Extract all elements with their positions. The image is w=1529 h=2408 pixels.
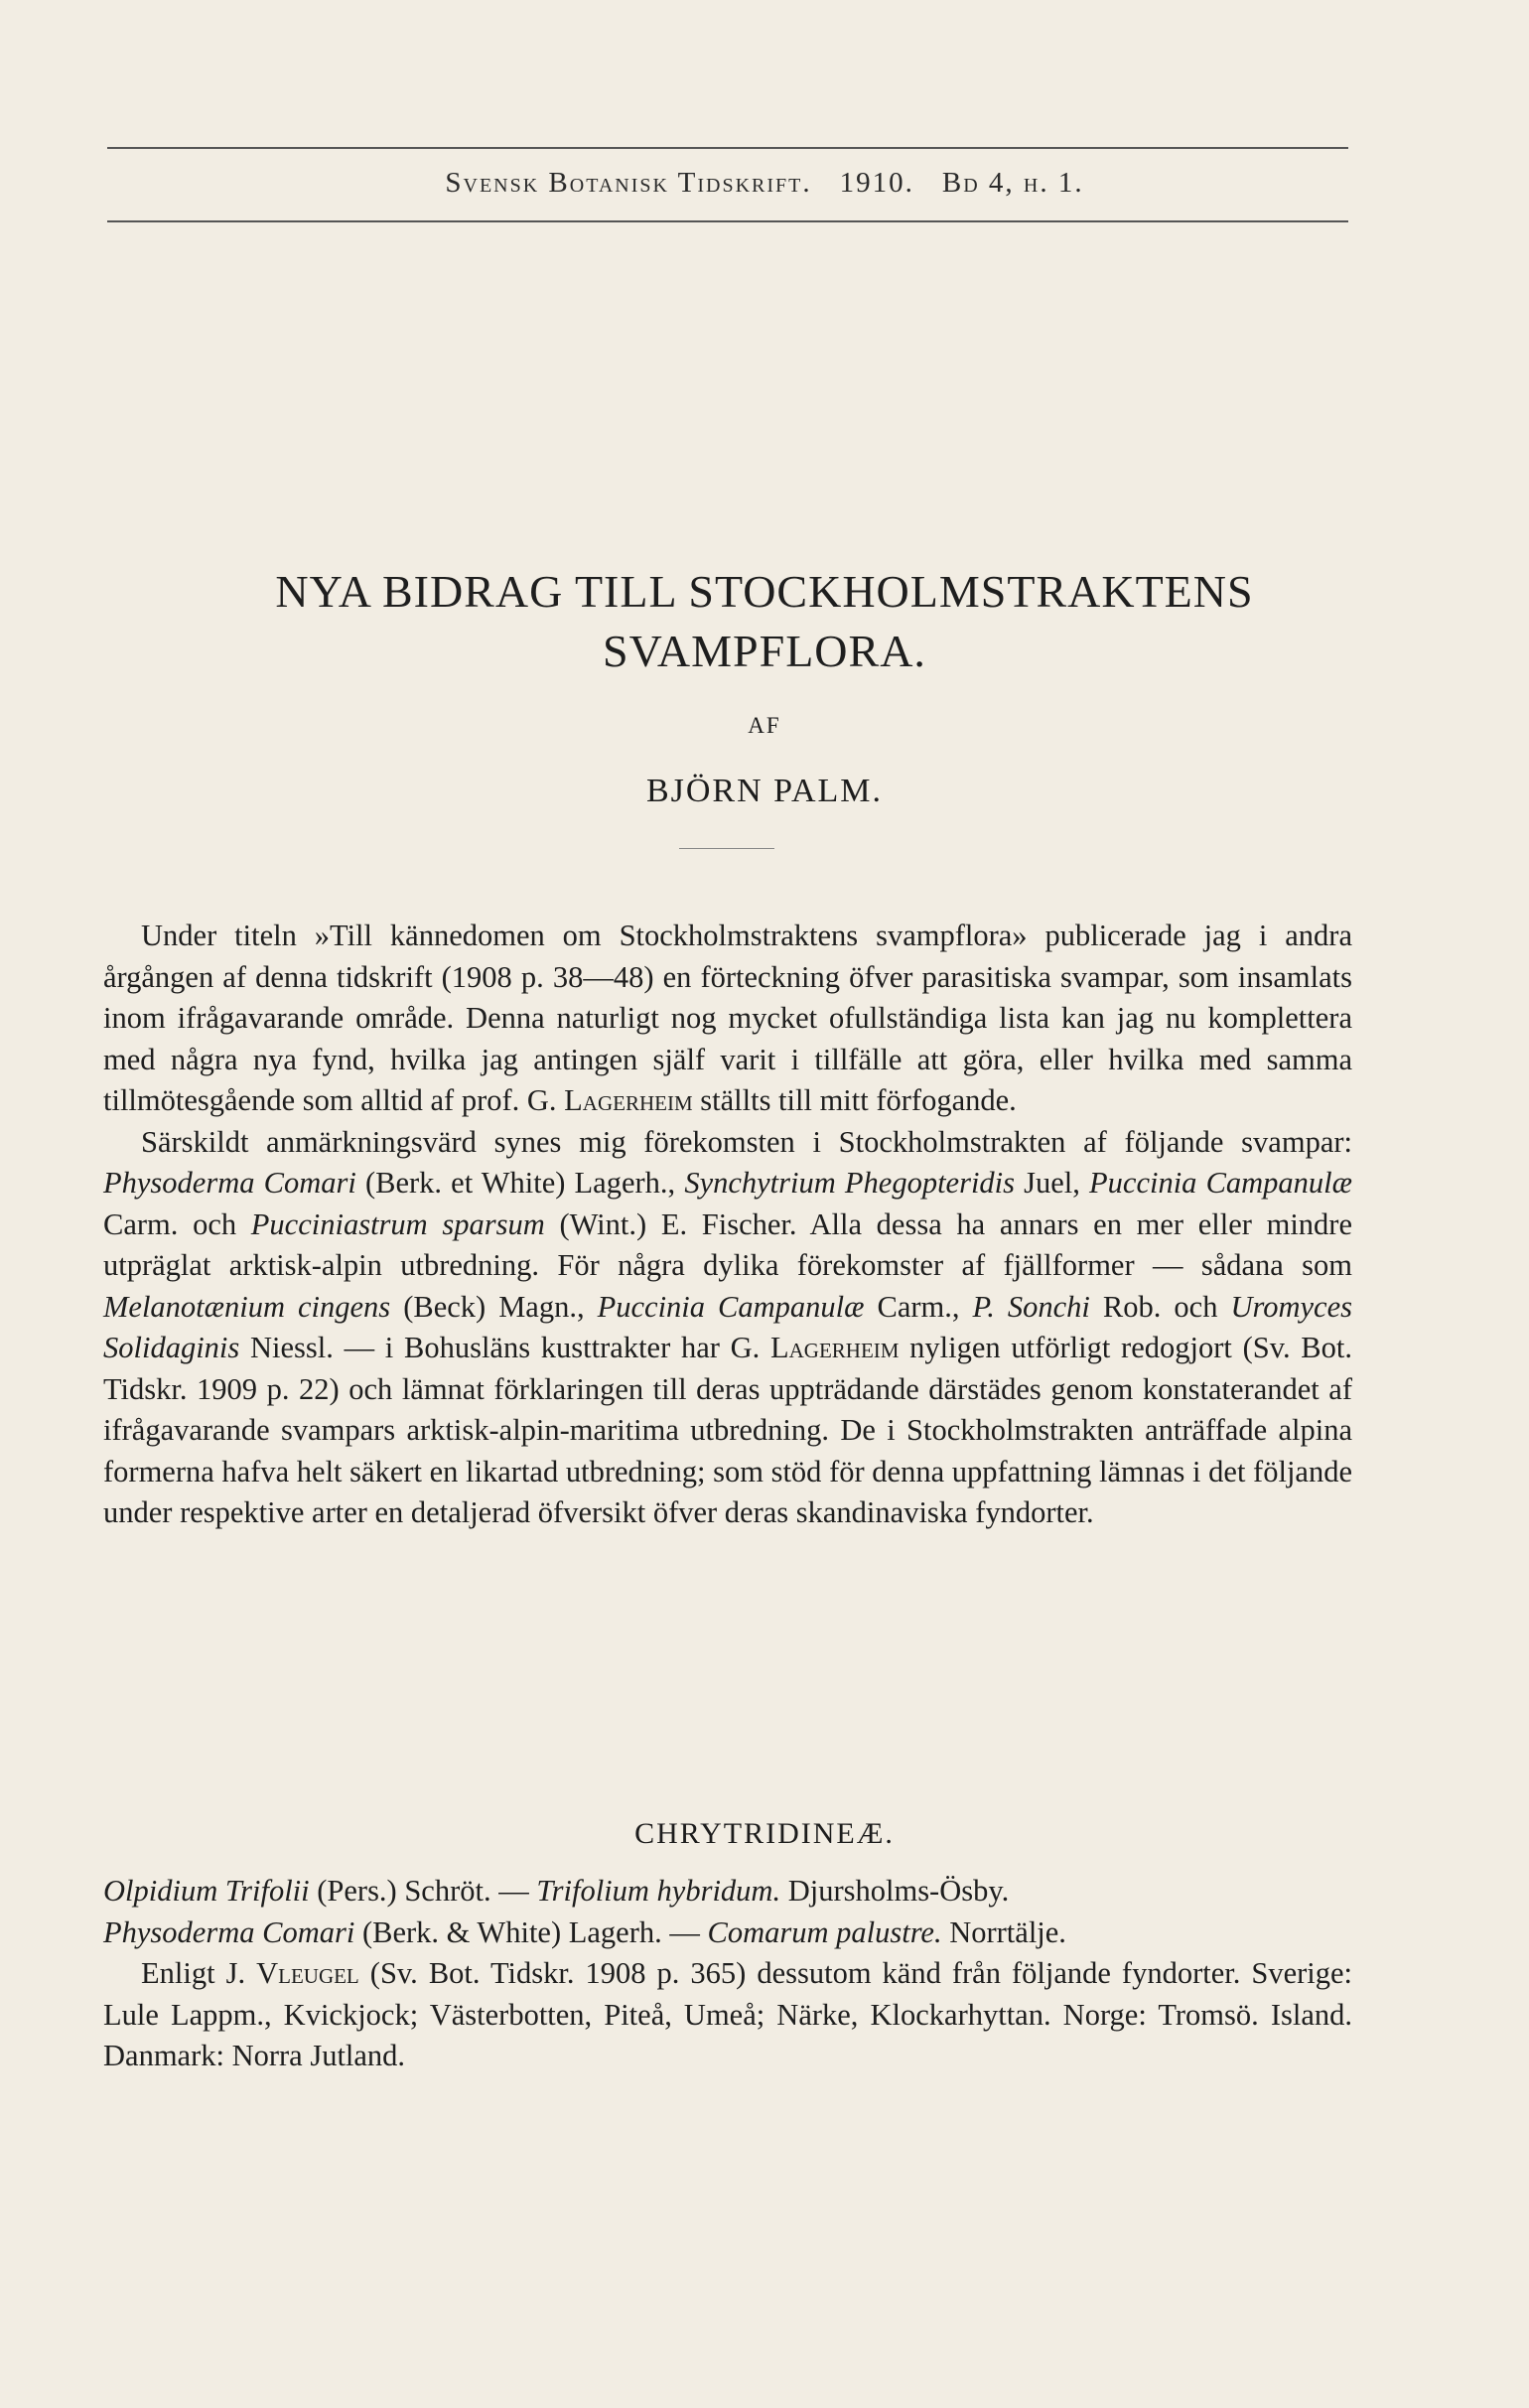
intro-paragraph-2 bbox=[103, 1122, 1352, 1534]
text-run: Carm., bbox=[864, 1289, 973, 1324]
species-name: Melanotænium cingens bbox=[103, 1289, 391, 1324]
species-name: Pucciniastrum sparsum bbox=[250, 1206, 545, 1241]
text-run: Enligt J. bbox=[141, 1956, 257, 1990]
text-run: ställts till mitt förfogande. bbox=[692, 1083, 1017, 1117]
running-head bbox=[0, 167, 1529, 200]
article-title-line-1: NYA BIDRAG TILL STOCKHOLMSTRAKTENS bbox=[275, 566, 1254, 617]
text-run: (Beck) Magn., bbox=[390, 1289, 598, 1324]
species-name: P. Sonchi bbox=[972, 1289, 1090, 1324]
text-run: Djursholms-Ösby. bbox=[780, 1874, 1010, 1908]
species-name: Physoderma Comari bbox=[103, 1914, 355, 1949]
text-run: Rob. och bbox=[1089, 1289, 1231, 1324]
intro-text bbox=[103, 916, 1352, 1534]
text-run: (Berk. et White) Lagerh., bbox=[355, 1166, 685, 1200]
text-run: Niessl. — i Bohusläns kusttrakter har G. bbox=[239, 1331, 770, 1364]
header-bottom-rule bbox=[107, 220, 1348, 222]
host-name: Comarum palustre. bbox=[707, 1914, 942, 1949]
section-heading: CHRYTRIDINEÆ. bbox=[634, 1817, 895, 1850]
author-divider bbox=[679, 848, 774, 849]
journal-name: Svensk Botanisk Tidskrift. bbox=[445, 167, 812, 199]
species-entry-1 bbox=[103, 1871, 1352, 1912]
section-text bbox=[103, 1871, 1352, 2077]
title-af: AF bbox=[748, 713, 781, 738]
species-name: Synchytrium Phegopteridis bbox=[684, 1166, 1016, 1200]
text-run: (Berk. & White) Lagerh. — bbox=[354, 1914, 708, 1949]
text-run: Norrtälje. bbox=[941, 1914, 1066, 1949]
species-name: Puccinia Campanulæ bbox=[597, 1289, 865, 1324]
species-name: Uromyces Solidaginis bbox=[103, 1289, 1352, 1364]
article-author: BJÖRN PALM. bbox=[645, 773, 884, 809]
author-name-vleugel: Vleugel bbox=[256, 1956, 359, 1990]
species-name: Physoderma Comari bbox=[103, 1166, 356, 1200]
journal-volume: Bd 4, h. 1. bbox=[941, 167, 1084, 199]
text-run: Särskildt anmärkningsvärd synes mig förekomsten i Stockholmstrakten af följande svampar: bbox=[141, 1124, 1352, 1159]
text-run: nyligen utförligt redogjort (Sv. Bot. Tidskr. 1909 p. 22) och lämnat förklaringen till deras uppträdande därstädes genom konstaterandet af ifrågavarande svampars arktisk-alpin-maritima utbredning. De i Stockholmstrakten anträffade alpina formerna hafva helt säkert en likartad utbredning; som stöd för denna uppfattning lämnas i det följande under respektive arter en detaljerad öfversikt öfver deras skandinaviska fyndorter. bbox=[103, 1331, 1352, 1529]
species-name: Puccinia Campanulæ bbox=[1089, 1166, 1353, 1200]
article-title-line-2: SVAMPFLORA. bbox=[603, 626, 926, 676]
species-entry-2 bbox=[103, 1912, 1352, 1954]
author-name-lagerheim: Lagerheim bbox=[769, 1331, 900, 1364]
journal-year: 1910. bbox=[839, 167, 914, 199]
text-run: Carm. och bbox=[103, 1206, 251, 1241]
species-name: Olpidium Trifolii bbox=[103, 1874, 310, 1908]
text-run: Juel, bbox=[1015, 1166, 1090, 1200]
header-top-rule bbox=[107, 147, 1348, 149]
section-paragraph bbox=[103, 1953, 1352, 2077]
text-run: (Wint.) E. Fischer. Alla dessa ha annars en mer eller mindre utpräglat arktisk-alpin utbredning. För några dylika förekomster af fjällformer — sådana som bbox=[103, 1206, 1352, 1282]
text-run: (Sv. Bot. Tidskr. 1908 p. 365) dessutom känd från följande fyndorter. Sverige: Lule Lappm., Kvickjock; Västerbotten, Piteå, Umeå; Närke, Klockarhyttan. Norge: Tromsö. Island. Danmark: Norra Jutland. bbox=[103, 1956, 1353, 2072]
author-name-lagerheim: Lagerheim bbox=[564, 1083, 693, 1117]
host-name: Trifolium hybridum. bbox=[536, 1874, 781, 1908]
intro-paragraph-1 bbox=[103, 916, 1352, 1122]
text-run: (Pers.) Schröt. — bbox=[309, 1874, 537, 1908]
text-run: Under titeln »Till kännedomen om Stockholmstraktens svampflora» publicerade jag i andra årgången af denna tidskrift (1908 p. 38—48) en förteckning öfver parasitiska svampar, som insamlats inom ifrågavarande område. Denna naturligt nog mycket ofullständiga lista kan jag nu komplettera med några nya fynd, hvilka jag antingen själf varit i tillfälle att göra, eller hvilka med samma tillmötesgående som alltid af prof. G. bbox=[103, 919, 1352, 1117]
